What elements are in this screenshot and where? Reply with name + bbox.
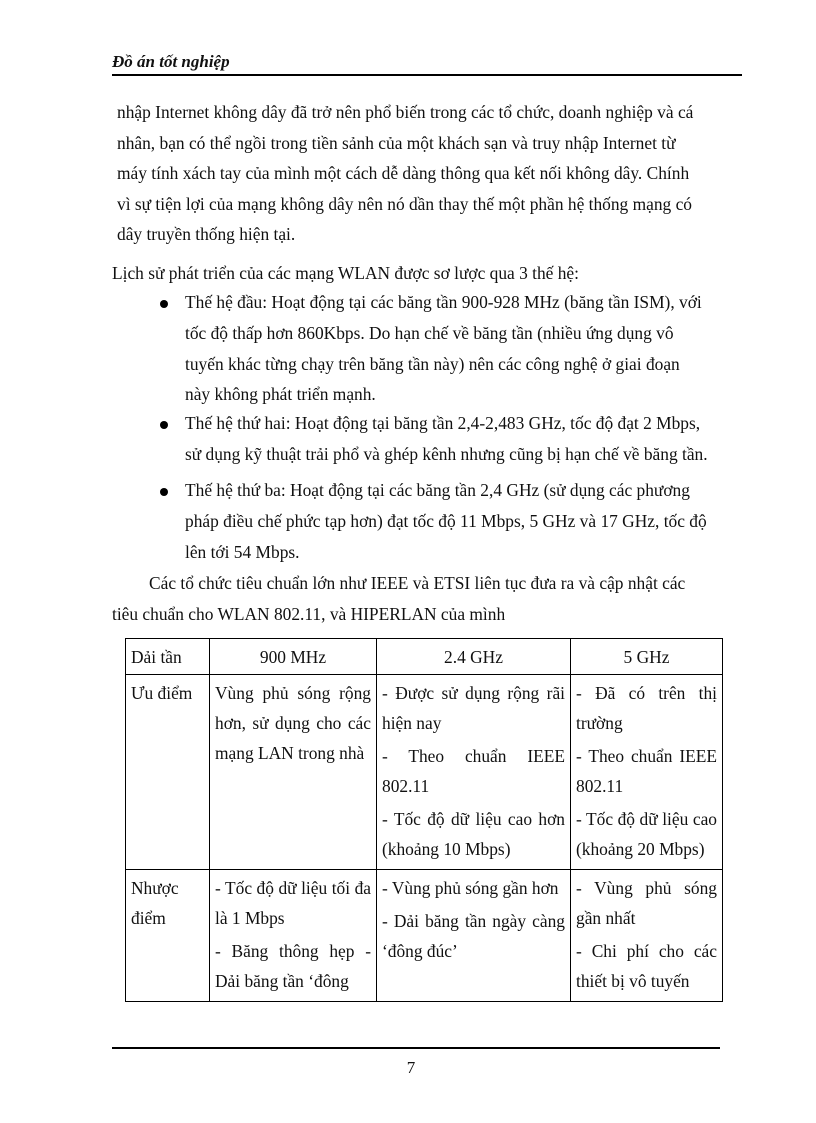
cell-text: - Tốc độ dữ liệu cao (khoảng 20 Mbps) (576, 809, 717, 859)
bullet-line: này không phát triển mạnh. (185, 384, 376, 405)
bullet-dot-icon (160, 421, 168, 429)
footer-rule (112, 1047, 720, 1049)
row-label: Nhược điểm (126, 870, 210, 1002)
bullet-dot-icon (160, 300, 168, 308)
intro-paragraph (117, 97, 749, 250)
table-row (126, 675, 723, 870)
bullet-line: lên tới 54 Mbps. (185, 541, 300, 562)
bullet-line: tuyến khác từng chạy trên băng tần này) nên các công nghệ ở giai đoạn (185, 353, 680, 374)
intro-line: nhân, bạn có thể ngồi trong tiền sảnh của một khách sạn và truy nhập Internet từ (117, 132, 676, 153)
bullet-line: pháp điều chế phức tạp hơn) đạt tốc độ 11 Mbps, 5 GHz và 17 GHz, tốc độ (185, 510, 707, 531)
cell-text: Vùng phủ sóng rộng hơn, sử dụng cho các mạng LAN trong nhà (215, 683, 371, 763)
table-cell (210, 870, 377, 1002)
cell-text: - Theo chuẩn IEEE 802.11 (576, 746, 717, 796)
history-lead: Lịch sử phát triển của các mạng WLAN được sơ lược qua 3 thế hệ: (112, 263, 579, 283)
header-title: Đồ án tốt nghiệp (112, 52, 230, 71)
comparison-table-wrap (125, 638, 723, 1002)
cell-text: - Được sử dụng rộng rãi hiện nay (382, 683, 565, 733)
table-cell (571, 675, 723, 870)
bullet-dot-icon (160, 488, 168, 496)
cell-text: - Vùng phủ sóng gần nhất (576, 878, 717, 928)
table-header-cell: Dải tần (126, 639, 210, 675)
cell-text: - Đã có trên thị trường (576, 683, 717, 733)
cell-text: - Theo chuẩn IEEE 802.11 (382, 746, 565, 796)
row-label: Ưu điểm (126, 675, 210, 870)
table-cell (377, 675, 571, 870)
table-cell (571, 870, 723, 1002)
standards-line: Các tổ chức tiêu chuẩn lớn như IEEE và ETSI liên tục đưa ra và cập nhật các (149, 573, 686, 593)
page-number: 7 (406, 1058, 416, 1077)
bullet-line: Thế hệ đầu: Hoạt động tại các băng tần 900-928 MHz (băng tần ISM), với (185, 292, 702, 312)
table-header-cell: 900 MHz (210, 639, 377, 675)
bullet-item (185, 287, 749, 410)
bullet-line: Thế hệ thứ hai: Hoạt động tại băng tần 2,4-2,483 GHz, tốc độ đạt 2 Mbps, (185, 413, 701, 433)
table-header-row (126, 639, 723, 675)
table-row (126, 870, 723, 1002)
table-cell (377, 870, 571, 1002)
bullet-line: Thế hệ thứ ba: Hoạt động tại các băng tần 2,4 GHz (sử dụng các phương (185, 480, 690, 500)
cell-text: - Vùng phủ sóng gần hơn (382, 878, 559, 898)
table-cell (210, 675, 377, 870)
intro-line: dây truyền thống hiện tại. (117, 224, 296, 244)
table-header-cell: 2.4 GHz (377, 639, 571, 675)
intro-line: nhập Internet không dây đã trở nên phổ biến trong các tổ chức, doanh nghiệp và cá (117, 102, 694, 122)
table-header-cell: 5 GHz (571, 639, 723, 675)
bullet-item (185, 408, 749, 470)
cell-text: - Dải băng tần ngày càng ‘đông đúc’ (382, 911, 565, 961)
standards-paragraph (112, 568, 749, 629)
intro-line: máy tính xách tay của mình một cách dễ dàng thông qua kết nối không dây. Chính (117, 163, 690, 183)
cell-text: - Tốc độ dữ liệu tối đa là 1 Mbps (215, 878, 371, 928)
standards-line: tiêu chuẩn cho WLAN 802.11, và HIPERLAN của mình (112, 603, 506, 624)
cell-text: - Tốc độ dữ liệu cao hơn (khoảng 10 Mbps) (382, 809, 565, 859)
cell-text: - Chi phí cho các thiết bị vô tuyến (576, 941, 717, 991)
bullet-line: sử dụng kỹ thuật trải phổ và ghép kênh nhưng cũng bị hạn chế về băng tần. (185, 443, 708, 464)
intro-line: vì sự tiện lợi của mạng không dây nên nó dần thay thế một phần hệ thống mạng có (117, 193, 693, 214)
bullet-item (185, 475, 749, 567)
cell-text: - Băng thông hẹp - Dải băng tần ‘đông (215, 941, 371, 991)
page-header (112, 50, 742, 76)
comparison-table (125, 638, 723, 1002)
bullet-line: tốc độ thấp hơn 860Kbps. Do hạn chế về băng tần (nhiều ứng dụng vô (185, 322, 674, 343)
